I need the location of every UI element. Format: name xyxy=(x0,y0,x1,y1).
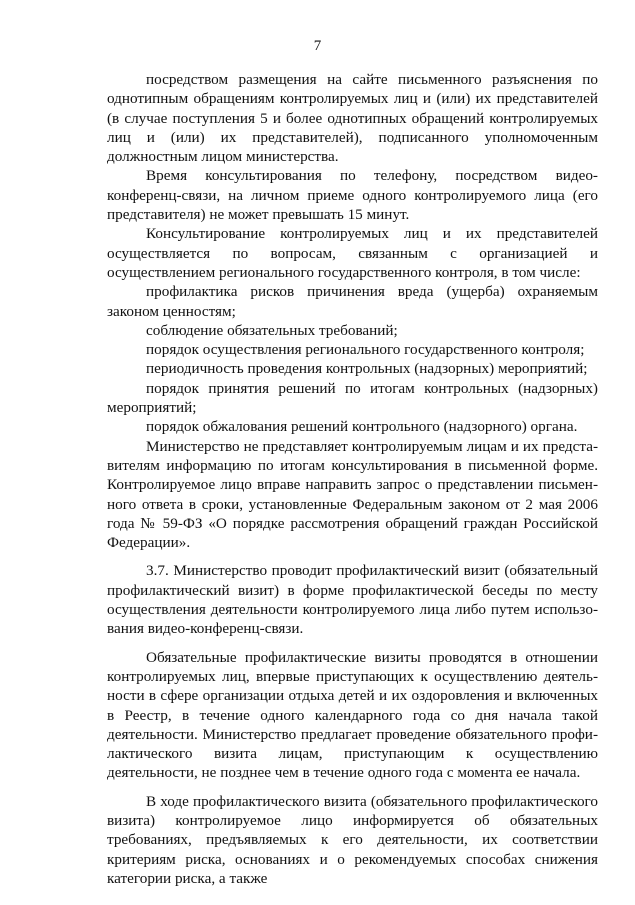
paragraph: Обязательные профилактические визиты проводятся в отношении контролируемых лиц, впервые приступающих к осуществлению деятельности в сфере организации отдыха детей и их оздоровления и включенных в Реестр, в течение одного календарного года со дня начала такой деятельности. Министерство предлагает проведение обязательного профилактического визита лицам, приступающим к осуществлению деятельности, не позднее чем в течение одного года с момента ее начала. xyxy=(107,648,598,782)
paragraph: Министерство не представляет контролируемым лицам и их представителям информацию по итогам консультирования в письменной форме. Контролируемое лицо вправе направить запрос о представлении письменного ответа в сроки, установленные Федеральным законом от 2 мая 2006 года № 59-ФЗ «О порядке рассмотрения обращений граждан Российской Федерации». xyxy=(107,437,598,552)
paragraph: Время консультирования по телефону, посредством видео-конференц-связи, на личном приеме одного контролируемого лица (его представителя) не может превышать 15 минут. xyxy=(107,167,598,224)
paragraph: В ходе профилактического визита (обязательного профилактического визита) контролируемое лицо информируется об обязательных требованиях, предъявляемых к его деятельности, их соответствии критериям риска, основаниях и о рекомендуемых способах снижения категории риска, а также xyxy=(107,792,598,887)
list-item: порядок обжалования решений контрольного (надзорного) органа. xyxy=(146,418,578,436)
list-item: профилактика рисков причинения вреда (ущерба) охраняемым законом ценностям; xyxy=(107,283,598,320)
page-number: 7 xyxy=(313,38,322,54)
body-text xyxy=(107,70,598,888)
list-item: порядок осуществления регионального государственного контроля; xyxy=(146,341,585,359)
list-item: соблюдение обязательных требований; xyxy=(146,321,398,339)
list-item: периодичность проведения контрольных (надзорных) мероприятий; xyxy=(146,360,588,378)
paragraph-section-3-7: 3.7. Министерство проводит профилактический визит (обязательный профилактический визит) в форме профилактической беседы по месту осуществления деятельности контролируемого лица либо путем использования видео-конференц-связи. xyxy=(107,562,598,638)
paragraph: посредством размещения на сайте письменного разъяснения по однотипным обращениям контролируемых лиц и (или) их представителей (в случае поступления 5 и более однотипных обращений контролируемых лиц и (или) их представителей), подписанного уполномоченным должностным лицом министерства. xyxy=(107,71,598,166)
paragraph: Консультирование контролируемых лиц и их представителей осуществляется по вопросам, связанным с организацией и осуществлением регионального государственного контроля, в том числе: xyxy=(107,225,598,281)
list-item: порядок принятия решений по итогам контрольных (надзорных) мероприятий; xyxy=(107,379,598,417)
